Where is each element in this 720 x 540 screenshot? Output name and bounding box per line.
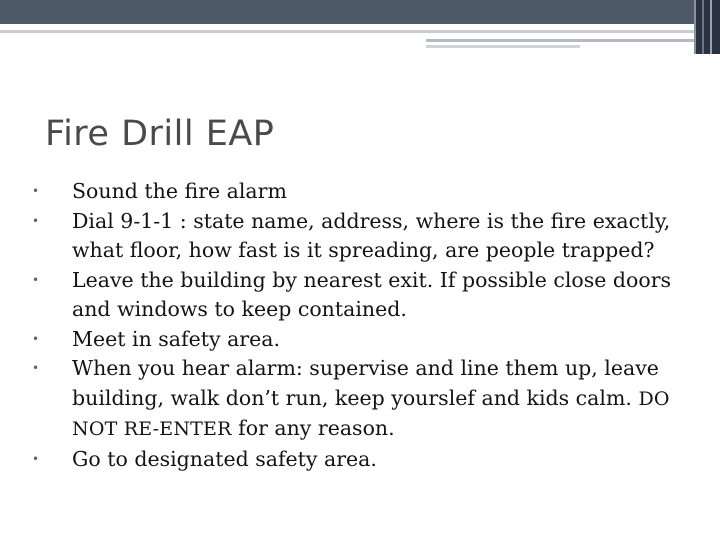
list-item bbox=[28, 325, 678, 355]
bullet-icon: • bbox=[32, 213, 40, 228]
bullet-text: Meet in safety area. bbox=[72, 326, 280, 351]
list-item bbox=[28, 177, 678, 207]
slide-title: Fire Drill EAP bbox=[45, 114, 275, 154]
list-item bbox=[28, 266, 678, 325]
header-bar bbox=[0, 0, 720, 24]
bullet-icon: • bbox=[32, 361, 40, 375]
list-item bbox=[28, 354, 678, 445]
header-vertical-line bbox=[694, 0, 696, 54]
bullet-icon: • bbox=[32, 184, 40, 198]
header-stripe bbox=[426, 39, 694, 42]
bullet-icon: • bbox=[32, 451, 40, 466]
bullet-icon: • bbox=[32, 272, 40, 287]
bullet-text: Dial 9-1-1 : state name, address, where is the fire exactly, what floor, how fast is it spreading, are people trapped? bbox=[72, 208, 671, 262]
bullet-text: Leave the building by nearest exit. If possible close doors and windows to keep contained. bbox=[72, 267, 672, 321]
header-corner-block bbox=[694, 0, 720, 54]
bullet-list bbox=[28, 177, 678, 474]
bullet-text: When you hear alarm: supervise and line them up, leave building, walk don’t run, keep yourslef and kids calm. bbox=[72, 356, 659, 410]
list-item bbox=[28, 445, 678, 475]
bullet-text-tail: for any reason. bbox=[238, 416, 395, 440]
header-vertical-line bbox=[710, 0, 712, 54]
header-stripe bbox=[0, 30, 694, 33]
bullet-text: Sound the fire alarm bbox=[72, 179, 287, 203]
bullet-emphasis: DO NOT RE-ENTER bbox=[72, 387, 670, 440]
bullet-icon: • bbox=[32, 331, 40, 346]
bullet-text: Go to designated safety area. bbox=[72, 446, 377, 471]
header-vertical-line bbox=[702, 0, 704, 54]
header-stripe bbox=[426, 45, 580, 48]
list-item bbox=[28, 207, 678, 266]
